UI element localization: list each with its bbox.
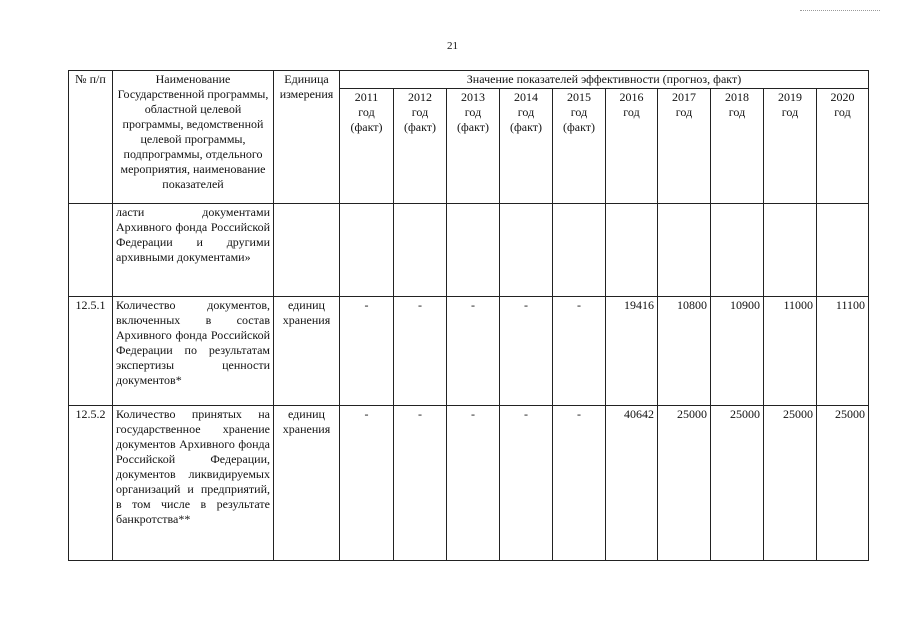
year-label: 2011 [354, 90, 379, 104]
row-unit: единиц хранения [274, 406, 340, 561]
year-unit: год [570, 105, 588, 119]
year-header-2012 [394, 89, 447, 204]
year-unit: год [464, 105, 482, 119]
value-cell: 25000 [711, 406, 764, 561]
value-cell: - [447, 297, 500, 406]
year-kind: (факт) [350, 120, 383, 134]
row-num [69, 204, 113, 297]
year-label: 2018 [725, 90, 749, 104]
year-label: 2015 [567, 90, 591, 104]
year-header-2014 [500, 89, 553, 204]
year-header-2013 [447, 89, 500, 204]
table-row [69, 297, 869, 406]
year-header-2015 [553, 89, 606, 204]
year-unit: год [411, 105, 429, 119]
value-cell: - [394, 297, 447, 406]
value-cell: 19416 [606, 297, 658, 406]
row-num: 12.5.2 [69, 406, 113, 561]
row-name: Количество документов, включенных в состав Архивного фонда Российской Федерации по результатам экспертизы ценности документов* [113, 297, 274, 406]
page-number: 21 [447, 40, 458, 52]
value-cell [340, 204, 394, 297]
value-cell: 40642 [606, 406, 658, 561]
year-unit: год [517, 105, 535, 119]
value-cell: 11000 [764, 297, 817, 406]
value-cell: 11100 [817, 297, 869, 406]
row-name: Количество принятых на государственное хранение документов Архивного фонда Российской Федерации, документов ликвидируемых организаций и предприятий, в том числе в результате банкротства** [113, 406, 274, 561]
scan-artifact-line [800, 10, 880, 12]
row-unit [274, 204, 340, 297]
value-cell: - [553, 406, 606, 561]
value-cell: 10900 [711, 297, 764, 406]
year-label: 2014 [514, 90, 538, 104]
value-cell: - [500, 406, 553, 561]
value-cell: 10800 [658, 297, 711, 406]
year-header-2019 [764, 89, 817, 204]
value-cell [500, 204, 553, 297]
year-kind: (факт) [456, 120, 489, 134]
table-row [69, 406, 869, 561]
value-cell [394, 204, 447, 297]
value-cell: 25000 [764, 406, 817, 561]
year-label: 2016 [619, 90, 644, 104]
value-cell [764, 204, 817, 297]
row-name: ласти документами Архивного фонда Российской Федерации и другими архивными документами» [113, 204, 274, 297]
year-unit: год [834, 105, 851, 119]
value-cell [447, 204, 500, 297]
value-cell: - [500, 297, 553, 406]
table-row [69, 204, 869, 297]
year-kind: (факт) [562, 120, 595, 134]
header-unit: Единица измерения [274, 71, 340, 204]
year-unit: год [623, 105, 640, 119]
value-cell: 25000 [817, 406, 869, 561]
header-name: Наименование Государственной программы, областной целевой программы, ведомственной целевой программы, подпрограммы, отдельного мероприятия, наименование показателей [113, 71, 274, 204]
row-num: 12.5.1 [69, 297, 113, 406]
value-cell: - [553, 297, 606, 406]
indicators-table [68, 70, 869, 561]
header-num: № п/п [69, 71, 113, 204]
value-cell: 25000 [658, 406, 711, 561]
year-unit: год [675, 105, 693, 119]
value-cell: - [340, 297, 394, 406]
value-cell [817, 204, 869, 297]
year-header-2017 [658, 89, 711, 204]
year-label: 2019 [778, 90, 802, 104]
year-kind: (факт) [509, 120, 542, 134]
year-label: 2017 [672, 90, 696, 104]
value-cell [553, 204, 606, 297]
row-unit: единиц хранения [274, 297, 340, 406]
year-header-2018 [711, 89, 764, 204]
year-header-2020 [817, 89, 869, 204]
value-cell: - [447, 406, 500, 561]
year-label: 2020 [830, 90, 855, 104]
year-unit: год [728, 105, 746, 119]
year-unit: год [358, 105, 375, 119]
year-header-2016 [606, 89, 658, 204]
year-kind: (факт) [403, 120, 436, 134]
year-unit: год [781, 105, 799, 119]
header-values: Значение показателей эффективности (прогноз, факт) [340, 71, 869, 89]
value-cell [658, 204, 711, 297]
value-cell [606, 204, 658, 297]
value-cell: - [394, 406, 447, 561]
value-cell [711, 204, 764, 297]
header-row-top [69, 71, 869, 89]
year-label: 2013 [461, 90, 485, 104]
year-header-2011 [340, 89, 394, 204]
value-cell: - [340, 406, 394, 561]
year-label: 2012 [408, 90, 432, 104]
